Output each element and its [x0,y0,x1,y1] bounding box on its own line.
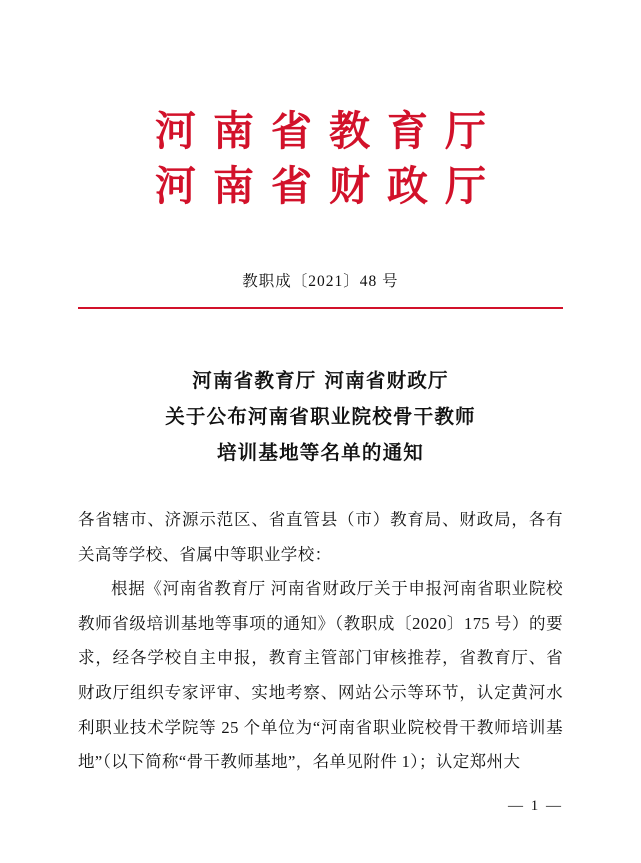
document-body [78,503,563,780]
title-line-1: 河南省教育厅 河南省财政厅 [192,368,449,392]
page-number: — 1 — [508,798,563,814]
red-divider-rule [78,307,563,309]
recipients-paragraph: 各省辖市、济源示范区、省直管县（市）教育局、财政局，各有关高等学校、省属中等职业学校： [78,509,563,564]
masthead-line-education-department: 河南省教育厅 [155,107,503,155]
document-number: 教职成〔2021〕48 号 [242,272,399,290]
masthead [78,0,563,215]
body-paragraph-1: 根据《河南省教育厅 河南省财政厅关于申报河南省职业院校教师省级培训基地等事项的通知》（教职成〔2020〕175 号）的要求，经各学校自主申报，教育主管部门审核推荐，省教育厅、省财政厅组织专家评审、实地考察、网站公示等环节，认定黄河水利职业技术学院等 25 个单位为“河南省职业院校骨干教师培训基地”（以下简称“骨干教师基地”，名单见附件 1）；认定郑州大 [78,579,563,772]
document-title [78,363,563,471]
title-line-2: 关于公布河南省职业院校骨干教师 [165,404,476,428]
title-line-3: 培训基地等名单的通知 [216,440,424,464]
document-number-row [78,269,563,291]
masthead-line-finance-department: 河南省财政厅 [155,162,503,211]
